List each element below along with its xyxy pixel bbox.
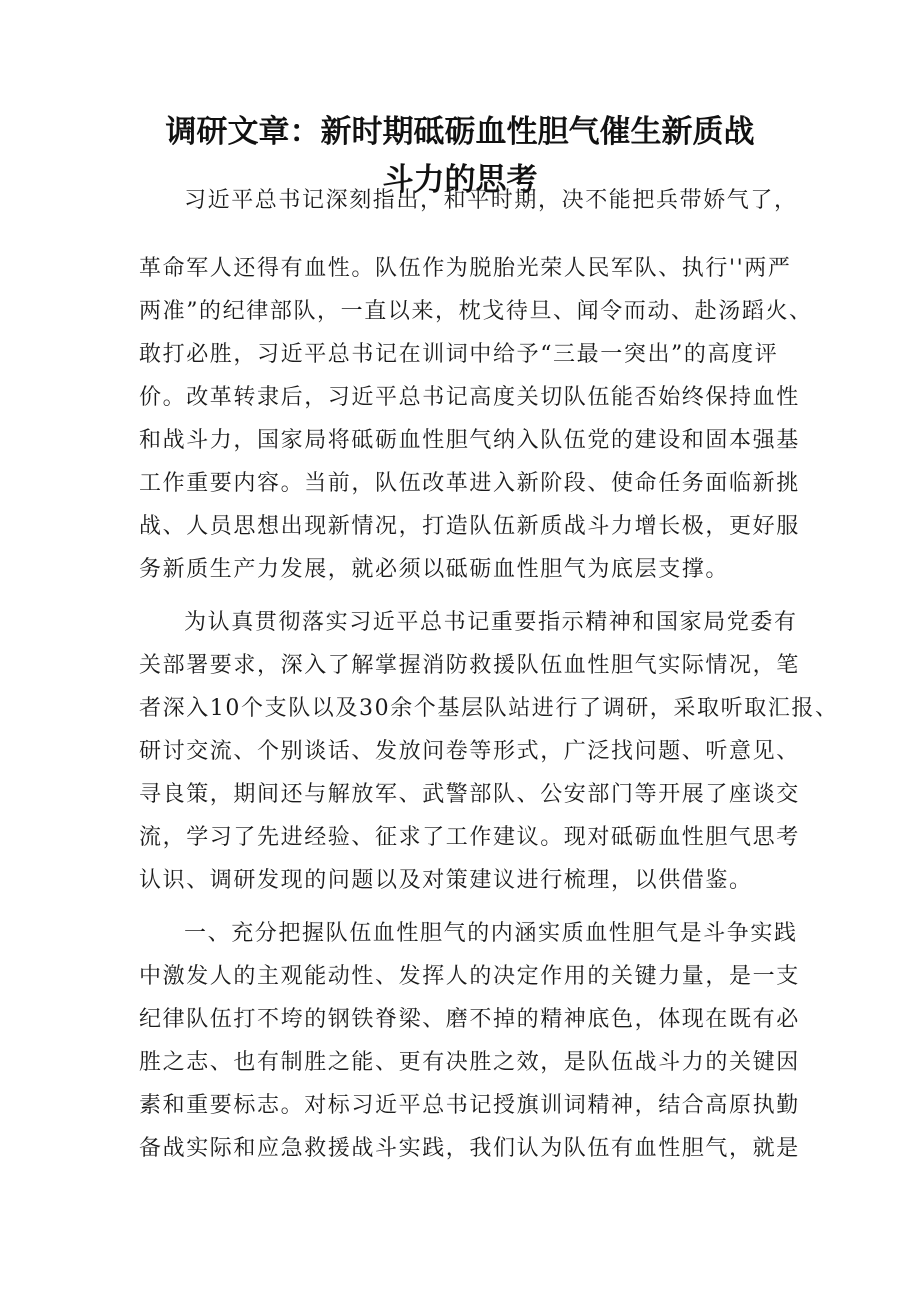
paragraph-2-line: 研讨交流、个别谈话、发放问卷等形式，广泛找问题、听意见、 [139, 739, 800, 764]
paragraph-3-line: 中激发人的主观能动性、发挥人的决定作用的关键力量，是一支 [139, 964, 800, 989]
paragraph-1-line: 工作重要内容。当前，队伍改革进入新阶段、使命任务面临新挑 [139, 471, 800, 496]
paragraph-2-line: 认识、调研发现的问题以及对策建议进行梳理，以供借鉴。 [139, 868, 753, 893]
paragraph-1-line: 敢打必胜，习近平总书记在训词中给予“三最一突出”的高度评 [139, 342, 779, 367]
paragraph-3-line: 纪律队伍打不垮的钢铁脊梁、磨不掉的精神底色，体现在既有必 [139, 1007, 800, 1032]
paragraph-3-line: 备战实际和应急救援战斗实践，我们认为队伍有血性胆气，就是 [139, 1136, 800, 1161]
document-title-line-2: 斗力的思考 [382, 162, 538, 198]
paragraph-1-line: 革命军人还得有血性。队伍作为脱胎光荣人民军队、执行''两严 [139, 256, 792, 281]
document-title-line-1: 调研文章：新时期砥砺血性胆气催生新质战 [165, 114, 755, 150]
paragraph-2-line: 关部署要求，深入了解掌握消防救援队伍血性胆气实际情况，笔 [139, 653, 800, 678]
paragraph-1-line: 战、人员思想出现新情况，打造队伍新质战斗力增长极，更好服 [139, 514, 800, 539]
paragraph-1-line: 务新质生产力发展，就必须以砥砺血性胆气为底层支撑。 [139, 557, 730, 582]
paragraph-1-line: 习近平总书记深刻指出，和平时期，决不能把兵带娇气了， [184, 188, 798, 213]
paragraph-1-line: 价。改革转隶后，习近平总书记高度关切队伍能否始终保持血性 [139, 385, 800, 410]
paragraph-2-line: 者深入10个支队以及30余个基层队站进行了调研，采取听取汇报、 [139, 696, 839, 721]
paragraph-3-line: 胜之志、也有制胜之能、更有决胜之效，是队伍战斗力的关键因 [139, 1050, 800, 1075]
paragraph-3-line: 一、充分把握队伍血性胆气的内涵实质血性胆气是斗争实践 [184, 921, 798, 946]
paragraph-1-line: 两准”的纪律部队，一直以来，枕戈待旦、闻令而动、赴汤蹈火、 [139, 299, 813, 324]
paragraph-3-line: 素和重要标志。对标习近平总书记授旗训词精神，结合高原执勤 [139, 1093, 800, 1118]
paragraph-2-line: 为认真贯彻落实习近平总书记重要指示精神和国家局党委有 [184, 610, 798, 635]
paragraph-2-line: 流，学习了先进经验、征求了工作建议。现对砥砺血性胆气思考 [139, 825, 800, 850]
paragraph-1-line: 和战斗力，国家局将砥砺血性胆气纳入队伍党的建设和固本强基 [139, 428, 800, 453]
paragraph-2-line: 寻良策，期间还与解放军、武警部队、公安部门等开展了座谈交 [139, 782, 800, 807]
